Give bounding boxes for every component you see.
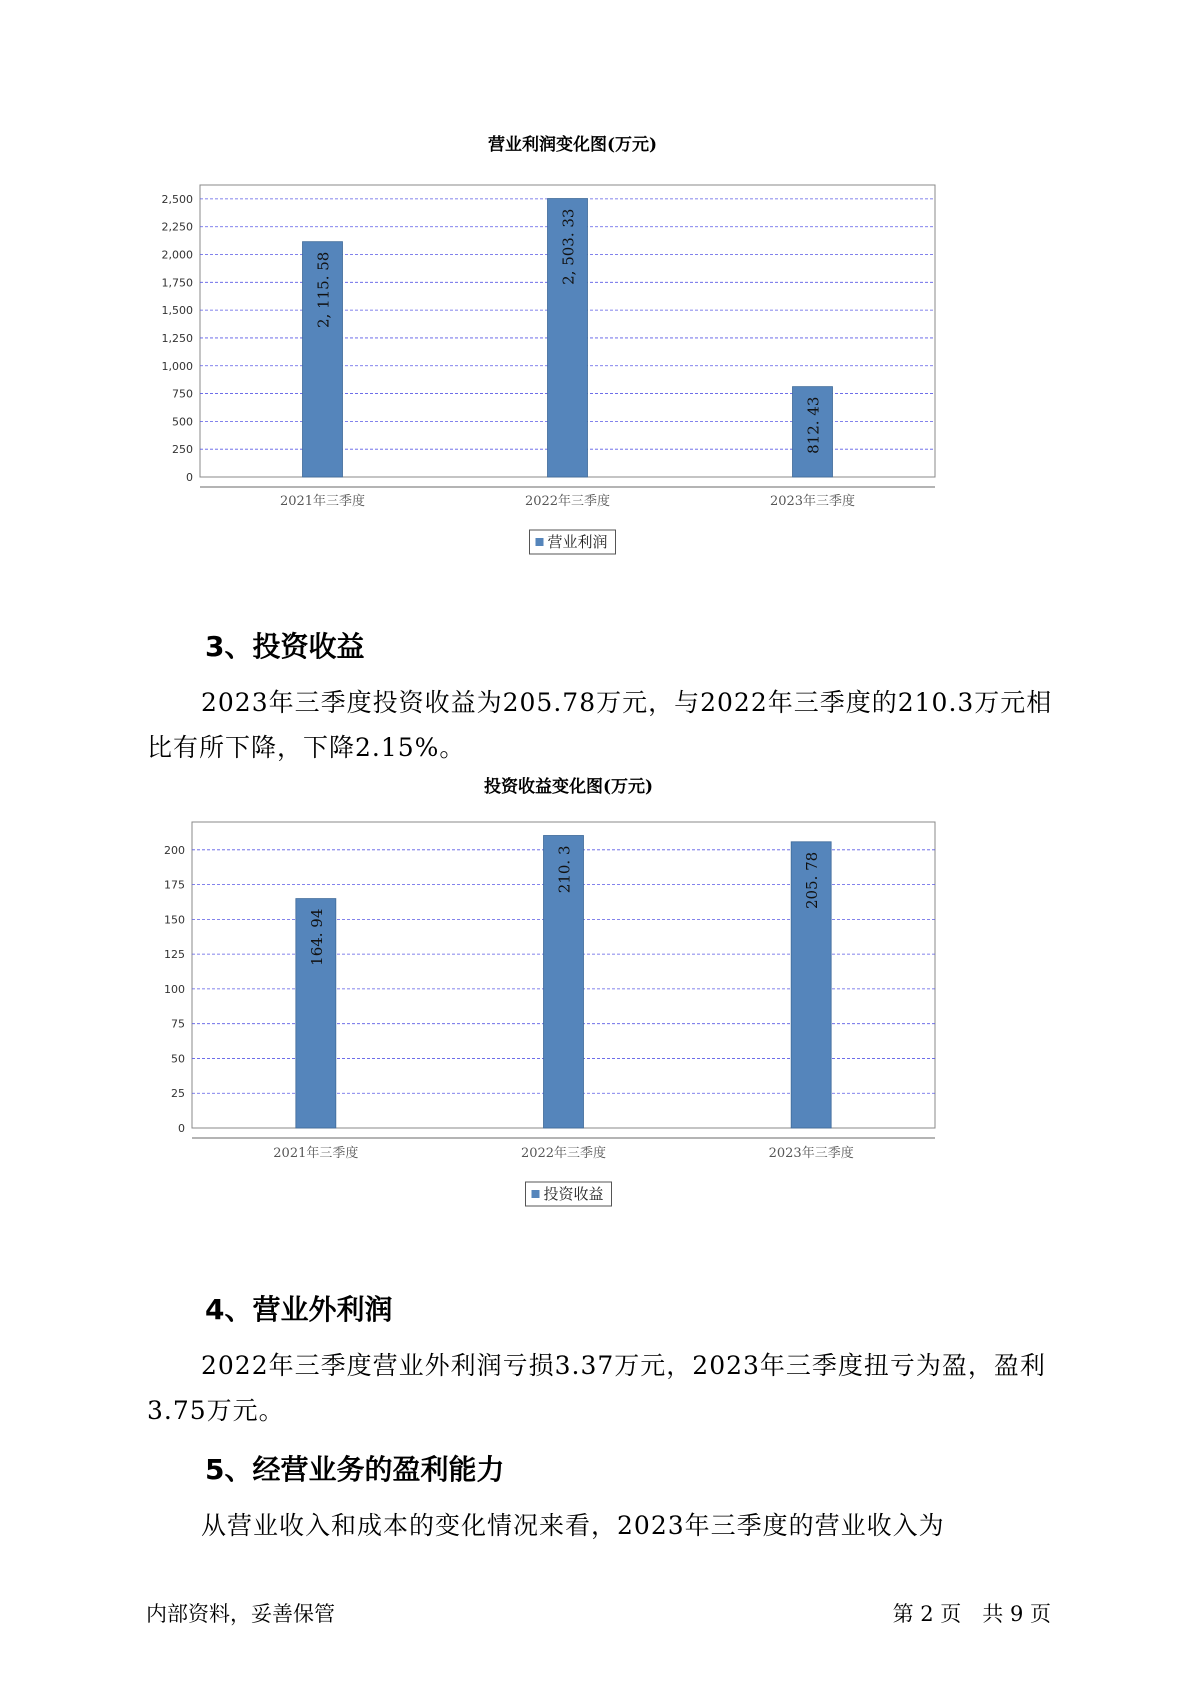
y-tick-label: 1,500 — [161, 304, 193, 318]
footer-page-number: 第 2 页 共 9 页 — [892, 1602, 1051, 1626]
y-tick-label: 2,250 — [161, 220, 193, 234]
paragraph-investment-income — [147, 680, 1067, 770]
paragraph-non-operating-profit-text: 2022年三季度营业外利润亏损3.37万元，2023年三季度扭亏为盈，盈利3.75万元。 — [147, 1351, 1046, 1425]
operating-profit-chart — [140, 135, 1020, 600]
x-category-label: 2022年三季度 — [520, 1146, 607, 1161]
y-tick-label: 100 — [164, 982, 185, 996]
footer-confidential-note: 内部资料，妥善保管 — [146, 1602, 335, 1626]
chart-group — [162, 134, 936, 554]
legend-swatch — [536, 538, 544, 546]
x-category-label: 2023年三季度 — [769, 494, 856, 509]
y-tick-label: 1,750 — [161, 276, 193, 290]
section-heading-investment-income: 3、投资收益 — [205, 630, 365, 663]
chart-group — [164, 776, 935, 1206]
y-tick-label: 75 — [171, 1017, 185, 1031]
y-tick-label: 500 — [172, 415, 193, 429]
paragraph-profitability — [147, 1503, 1067, 1548]
y-tick-label: 0 — [186, 471, 193, 484]
y-tick-label: 750 — [172, 387, 193, 401]
paragraph-profitability-text: 从营业收入和成本的变化情况来看，2023年三季度的营业收入为 — [201, 1511, 945, 1540]
chart-title: 投资收益变化图(万元) — [483, 777, 654, 797]
y-tick-label: 125 — [164, 948, 185, 962]
x-category-label: 2021年三季度 — [273, 1146, 359, 1161]
chart-title: 营业利润变化图(万元) — [487, 135, 658, 155]
bar-value-label: 164. 94 — [307, 908, 326, 966]
y-tick-label: 2,500 — [161, 192, 193, 206]
legend-swatch — [532, 1190, 540, 1198]
x-category-label: 2023年三季度 — [768, 1146, 854, 1161]
investment-income-chart — [140, 777, 1020, 1262]
investment-income-chart-svg — [140, 777, 1020, 1262]
section-heading-profitability: 5、经营业务的盈利能力 — [205, 1453, 505, 1486]
legend-label: 营业利润 — [547, 533, 608, 551]
y-tick-label: 0 — [178, 1122, 185, 1135]
paragraph-non-operating-profit — [147, 1343, 1067, 1433]
y-tick-label: 50 — [171, 1052, 185, 1066]
y-tick-label: 1,000 — [161, 359, 193, 373]
bar-value-label: 2, 503. 33 — [559, 208, 578, 285]
bar-value-label: 2, 115. 58 — [314, 251, 333, 329]
y-tick-label: 1,250 — [161, 331, 193, 345]
operating-profit-chart-svg — [140, 135, 1020, 600]
legend-label: 投资收益 — [543, 1185, 604, 1203]
y-tick-label: 2,000 — [161, 248, 193, 262]
y-tick-label: 200 — [164, 843, 185, 857]
y-tick-label: 25 — [171, 1087, 185, 1101]
section-heading-non-operating-profit: 4、营业外利润 — [205, 1293, 393, 1326]
y-tick-label: 175 — [164, 878, 185, 892]
x-category-label: 2021年三季度 — [279, 494, 366, 509]
y-tick-label: 150 — [164, 913, 185, 927]
bar-value-label: 210. 3 — [555, 845, 574, 894]
paragraph-investment-income-text: 2023年三季度投资收益为205.78万元，与2022年三季度的210.3万元相比有所下降，下降2.15%。 — [147, 688, 1053, 762]
y-tick-label: 250 — [172, 443, 193, 457]
x-category-label: 2022年三季度 — [524, 494, 611, 509]
bar-value-label: 205. 78 — [803, 851, 822, 910]
bar-value-label: 812. 43 — [804, 396, 823, 454]
